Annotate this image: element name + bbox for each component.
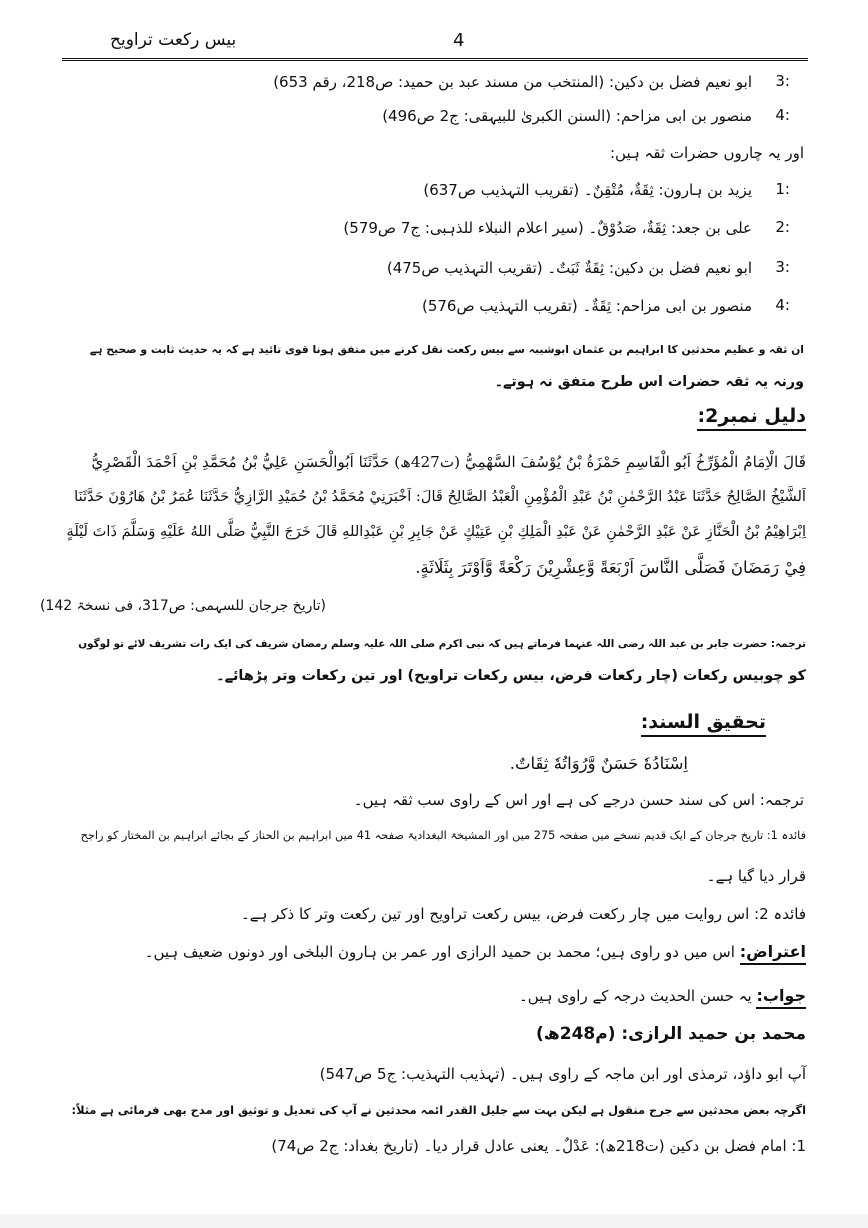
razi-para: اگرچہ بعض محدثین سے جرح منقول ہے لیکن بہت سے جلیل القدر ائمہ محدثین نے آپ کی تعدیل و توثیق اور مدح بھی فرمائی ہے مثلاً: (71, 1103, 806, 1117)
list-b-item-1: یزید بن ہارون: ثِقَةٌ، مُتْقِنٌ۔ (تقریب التہذیب ص637) (423, 181, 752, 199)
heading-tahqeeq-text: تحقیق السند: (641, 711, 766, 737)
razi-line: آپ ابو داؤد، ترمذی اور ابن ماجہ کے راوی ہیں۔ (تہذیب التہذیب: ج5 ص547) (319, 1065, 806, 1083)
tarjama-line1: ترجمہ: حضرت جابر بن عبد اللہ رضی اللہ عنہما فرماتے ہیں کہ نبی اکرم صلی اللہ علیہ وسلم رمضان شریف کی ایک رات تشریف لائے تو لوگوں (78, 638, 806, 650)
list-a-num-3: 3: (775, 72, 790, 90)
arabic-reference: (تاریخ جرجان للسہمی: ص317، فی نسخۃ 142) (39, 598, 326, 614)
list-b-item-4: منصور بن ابی مزاحم: ثِقَةٌ۔ (تقریب التہذیب ص576) (421, 297, 752, 315)
arabic-line-2: اَلشَّيْخُ الصَّالِحُ حَدَّثَنَا عَبْدُ الرَّحْمٰنِ بْنُ عَبْدِ الْمُؤْمِنِ الْعَبْدُ الصَّالِحُ قَالَ: اَخْبَرَنِيْ مُحَمَّدُ بْنُ حُمَيْدِ الرَّازِيُّ حَدَّثَنَا عُمَرُ بْنُ هَارُوْنَ حَدَّثَنَا (74, 488, 806, 505)
list-a-item-3: ابو نعیم فضل بن دکین: (المنتخب من مسند عبد بن حمید: ص218، رقم 653) (273, 73, 752, 91)
aitraz-line (145, 942, 806, 962)
aitraz-label: اعتراض: (740, 942, 806, 965)
list-b-num-4: 4: (775, 296, 790, 314)
heading-razi: محمد بن حمید الرازی: (م248ھ) (536, 1024, 806, 1044)
list-b-num-2: 2: (775, 218, 790, 236)
jawab-line (519, 986, 806, 1006)
list-b-num-1: 1: (775, 180, 790, 198)
para1-line2: ورنہ یہ ثقہ حضرات اس طرح متفق نہ ہوتے۔ (494, 374, 804, 390)
para1-line1: ان ثقہ و عظیم محدثین کا ابراہیم بن عثمان ابوشیبہ سے بیس رکعت نقل کرنے میں متفق ہونا قوی تائید ہے کہ یہ حدیث ثابت و صحیح ہے (89, 343, 804, 356)
arabic-line-4: فِيْ رَمَضَانَ فَصَلَّى النَّاسَ اَرْبَعَةً وَّعِشْرِيْنَ رَكْعَةً وَّاَوْتَرَ بِثَلَاثَةٍ. (415, 558, 806, 577)
arabic-line-1: قَالَ الْاِمَامُ الْمُؤَرِّخُ اَبُو الْقَاسِمِ حَمْزَةُ بْنُ يُوْسُفَ السَّهْمِيُّ (ت427ھ) حَدَّثَنَا اَبُوالْحَسَنِ عَلِيُّ بْنُ مُحَمَّدِ بْنِ اَحْمَدَ الْقَصْرِيُّ (91, 453, 806, 471)
sanad-tarjama: ترجمہ: اس کی سند حسن درجے کی ہے اور اس کے راوی سب ثقہ ہیں۔ (353, 791, 804, 809)
sanad-arabic: اِسْنَادُهٗ حَسَنٌ وَّرُوَاتُهٗ ثِقَاتٌ. (509, 754, 688, 773)
faida1-line1: فائدہ 1: تاریخ جرجان کے ایک قدیم نسخے میں صفحہ 275 میں اور المشیخۃ البغدادیۃ صفحہ 41 میں ابراہیم بن الحناز کے بجائے ابراہیم بن المختار کو راجح (80, 829, 806, 842)
header-rule (62, 58, 808, 61)
jawab-text: یہ حسن الحدیث درجہ کے راوی ہیں۔ (519, 987, 752, 1005)
faida1-line2: قرار دیا گیا ہے۔ (706, 867, 806, 885)
intro-line: اور یہ چاروں حضرات ثقہ ہیں: (610, 144, 804, 162)
jawab-label: جواب: (756, 986, 806, 1009)
running-title: بیس رکعت تراویح (110, 30, 237, 50)
razi-list-item-1: 1: امام فضل بن دکین (ت218ھ): عَدْلٌ۔ یعنی عادل قرار دیا۔ (تاریخ بغداد: ج2 ص74) (271, 1137, 806, 1155)
list-b-item-3: ابو نعیم فضل بن دکین: ثِقَةٌ ثَبَتٌ۔ (تقریب التہذیب ص475) (386, 259, 752, 277)
heading-daleel-text: دلیل نمبر2: (697, 405, 806, 431)
aitraz-text: اس میں دو راوی ہیں؛ محمد بن حمید الرازی اور عمر بن ہارون البلخی اور دونوں ضعیف ہیں۔ (144, 943, 735, 961)
heading-tahqeeq (641, 712, 766, 733)
heading-daleel (697, 406, 806, 427)
list-b-num-3: 3: (775, 258, 790, 276)
page-bottom-margin (0, 1214, 868, 1228)
tarjama-line2: کو چوبیس رکعات (چار رکعات فرض، بیس رکعات تراویح) اور تین رکعات وتر پڑھائے۔ (216, 668, 806, 684)
arabic-line-3: اِبْرَاهِيْمُ بْنُ الْحَنَّازِ عَنْ عَبْدِ الرَّحْمٰنِ عَنْ عَبْدِ الْمَلِكِ بْنِ عَتِيْكٍ عَنْ جَابِرِ بْنِ عَبْدِاللهِ قَالَ خَرَجَ النَّبِيُّ صَلَّى اللهُ عَلَيْهِ وَسَلَّمَ ذَاتَ لَيْلَةٍ (66, 523, 806, 540)
list-b-item-2: علی بن جعد: ثِقَةٌ، صَدُوْقٌ۔ (سیر اعلام النبلاء للذہبی: ج7 ص579) (343, 219, 752, 237)
list-a-item-4: منصور بن ابی مزاحم: (السنن الکبریٰ للبیہقی: ج2 ص496) (382, 107, 752, 125)
faida2: فائدہ 2: اس روایت میں چار رکعت فرض، بیس رکعت تراویح اور تین رکعت وتر کا ذکر ہے۔ (240, 905, 806, 923)
list-a-num-4: 4: (775, 106, 790, 124)
page-number: 4 (453, 30, 465, 51)
